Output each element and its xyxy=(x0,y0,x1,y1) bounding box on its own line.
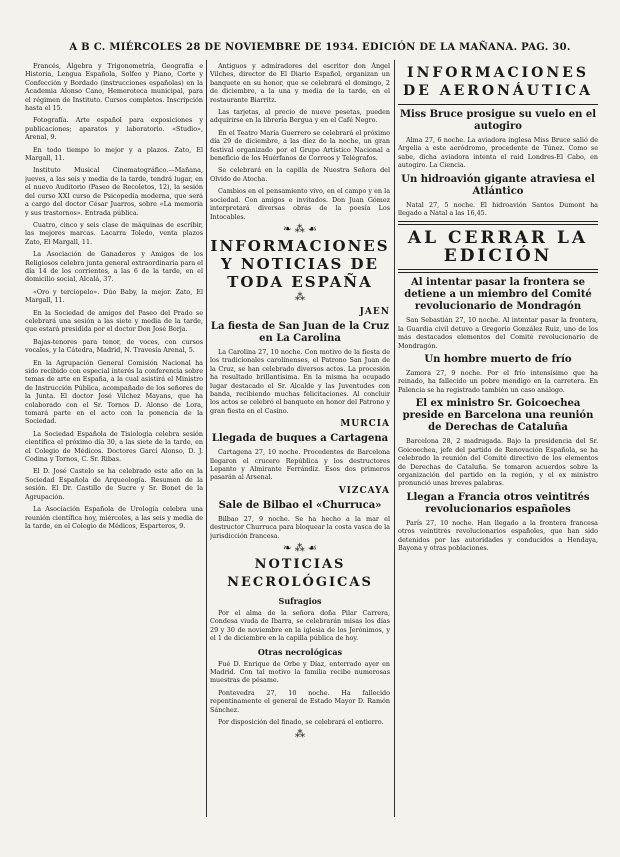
paragraph: Las tarjetas, al precio de nueve pesetas, pueden adquirirse en la librería Bergua y en el Café Negro. xyxy=(210,108,390,125)
paragraph: Bajas-tenores para tenor, de voces, con cursos vocales, y la Cátedra, Madrid, N. Travesía Arenal, 5. xyxy=(25,337,203,355)
paragraph: Cartagena 27, 10 noche. Procedentes de Barcelona llegaron el crucero República y los destructores Lepanto y Almirante Ferrándiz. Esos dos primeros pasarán al Arsenal. xyxy=(210,448,390,482)
paragraph: París 27, 10 noche. Han llegado a la frontera francesa otros veintitrés revolucionarios españoles, que han sido detenidos por las autoridades y conducidos a Hendaya, Bayona y otras poblaciones. xyxy=(398,518,598,552)
rule xyxy=(398,221,598,225)
paragraph: Cuatro, cinco y seis clase de máquinas de escribir, las mejores marcas. Lacarra Toledo, venta plazos Zato, El Margall, 11. xyxy=(25,220,203,246)
headline: Llegan a Francia otros veintitrés revolucionarios españoles xyxy=(406,491,590,515)
paragraph: «Oro y terciopelo». Dúo Baby, la mejor. Zato, El Margall, 11. xyxy=(25,287,203,305)
paragraph: Cambios en el pensamiento vivo, en el campo y en la sociedad. Con amigos e invitados. Don Juan Gómez interpretará diversas obras de la poesía Los Intocables. xyxy=(210,187,390,221)
paragraph: Antiguos y admiradores del escritor don Ángel Vilches, director de El Diario Español, organizan un banquete en su honor, que se celebrará el domingo, 2 de diciembre, a la una y media de la tarde, en el restaurante Biarritz. xyxy=(210,62,390,104)
column-1 xyxy=(25,62,203,817)
paragraph: El D. José Castelo se ha celebrado este año en la Sociedad Española de Arqueología. Resumen de la sesión. El Dr. Castillo de Sucre y Sr. Bonet de la Agrupación. xyxy=(25,467,203,501)
paragraph: En todo tiempo lo mejor y a plazos. Zato, El Margall, 11. xyxy=(25,145,203,163)
paragraph: En la Sociedad de amigos del Paseo del Prado se celebrará una sesión a las siete y media de la tarde, que estará presidida por el doctor Don José Borja. xyxy=(25,308,203,334)
paragraph: La Sociedad Española de Tisiología celebra sesión científica el próximo día 30, a las siete de la tarde, en el Colegio de Médicos. Doctores Garcí Alonso, D. J. Codina y Tornos, C. Sr. Ribas. xyxy=(25,429,203,464)
ornament: ❧ ⁂ ☙ xyxy=(283,223,317,235)
headline: Sufragios xyxy=(278,596,322,606)
page-header: A B C. MIÉRCOLES 28 DE NOVIEMBRE DE 1934. EDICIÓN DE LA MAÑANA. PAG. 30. xyxy=(69,42,571,53)
paragraph: La Carolina 27, 10 noche. Con motivo de la fiesta de los tradicionales carolinenses, el Patrono San Juan de la Cruz, se han celebrado diversos actos. La procesión ha resultado brillantísima. En la misma ha ocupado lugar destacado el Sr. Alcalde y las Juventudes con banda, recibiendo muchas felicitaciones. Al concluir los actos se celebró el banquete en honor del Patrono y gran fiesta en el Casino. xyxy=(210,347,390,415)
headline: Llegada de buques a Cartagena xyxy=(211,433,389,445)
paragraph: San Sebastián 27, 10 noche. Al intentar pasar la frontera, la Guardia civil detuvo a Gregorio González Ruiz, uno de los más destacados elementos del Comité revolucionario de Mondragón. xyxy=(398,316,598,350)
paragraph: La Asociación Española de Urología celebra una reunión científica hoy, miércoles, a las seis y media de la tarde, en el Colegio de Médicos, Esparteros, 9. xyxy=(25,505,203,530)
rule xyxy=(398,104,598,105)
paragraph: Pontevedra 27, 10 noche. Ha fallecido repentinamente el general de Estado Mayor D. Ramón Sánchez. xyxy=(210,688,390,714)
region-label: VIZCAYA xyxy=(338,485,390,496)
paragraph: Fotografía. Arte español para exposiciones y publicaciones; aparatos y laboratorio. «Studio», Arenal, 9. xyxy=(25,116,203,142)
headline: Un hombre muerto de frío xyxy=(424,354,572,366)
section-title: INFORMACIONES DE AERONÁUTICA xyxy=(403,65,593,99)
paragraph: Francés, Álgebra y Trigonometría, Geografía e Historia, Lengua Española, Solfeo y Piano, Corte y Confección y Bordado (instrucciones españolas) en la Academia Alonso Cano, Hemeroteca municipal, para el régimen de Instituto. Cursos completos. Inscripción hasta el 15. xyxy=(25,62,203,113)
region-label: MURCIA xyxy=(340,419,390,430)
paragraph: Por el alma de la señora doña Pilar Carrera, Condesa viuda de Ibarra, se celebrarán misas los días 29 y 30 de noviembre en la iglesia de los Jerónimos, y el 1 de diciembre en la capilla pública de hoy. xyxy=(210,609,390,643)
paragraph: En la Agrupación General Comisión Nacional ha sido recibido con especial interés la conferencia sobre temas de arte en España, a la cual asistirá el Ministro de Instrucción Pública, acompañado de los señores de la Junta. El doctor José Vilchez Mayans, que ha colaborado con el Sr. Tornos D. Alonso de Lora, tomará parte en el acto con la ponencia de la Sociedad. xyxy=(25,358,203,426)
column-2 xyxy=(210,62,390,817)
headline: Miss Bruce prosigue su vuelo en el autogiro xyxy=(399,109,597,132)
paragraph: En el Teatro María Guerrero se celebrará el próximo día 29 de diciembre, a las diez de la noche, un gran festival organizado por el Grupo Artístico Nacional a beneficio de los Huérfanos de Correos y Telégrafos. xyxy=(210,128,390,163)
headline: La fiesta de San Juan de la Cruz en La Carolina xyxy=(210,320,390,344)
headline: Sale de Bilbao el «Churruca» xyxy=(218,499,382,511)
paragraph: Bilbao 27, 9 noche. Se ha hecho a la mar el destructor Churruca para bloquear la costa vasca de la jurisdicción francesa. xyxy=(210,514,390,540)
paragraph: Alma 27, 6 noche. La aviadora inglesa Miss Bruce salió de Argelia a este aeródromo, procedente de Túnez. Como se sabe, dicha aviadora intenta el raid Londres-El Cabo, en autogiro. La Ciencia. xyxy=(398,136,598,170)
column-3 xyxy=(398,62,598,817)
ornament: ⁂ xyxy=(295,729,305,741)
region-label: JAEN xyxy=(359,306,390,317)
paragraph: Barcelona 28, 2 madrugada. Bajo la presidencia del Sr. Goicoechea, jefe del partido de Renovación Española, se ha celebrado la reunión del Comité directivo de los elementos de Derechas de Cataluña. Se tomaron acuerdos sobre la organización del partido en la región, y el ex ministro pronunció unas breves palabras. xyxy=(398,437,598,488)
rule xyxy=(398,269,598,273)
headline: El ex ministro Sr. Goicoechea preside en Barcelona una reunión de Derechas de Cataluña xyxy=(402,398,594,434)
paragraph: Fué D. Enrique de Orbe y Díaz, enterrado ayer en Madrid. Con tal motivo la familia recibe numerosas muestras de pésame. xyxy=(210,659,390,685)
paragraph: Natal 27, 5 noche. El hidroavión Santos Dumont ha llegado a Natal a las 16,45. xyxy=(398,200,598,218)
column-divider xyxy=(206,60,207,817)
column-divider xyxy=(394,60,395,817)
paragraph: Zamora 27, 9 noche. Por el frío intensísimo que ha reinado, ha fallecido un pobre mendigo en la carretera. En Palencia se ha registrado también un caso análogo. xyxy=(398,369,598,394)
section-title: INFORMACIONES Y NOTICIAS DE TODA ESPAÑA xyxy=(210,236,390,291)
section-title: NOTICIAS NECROLÓGICAS xyxy=(227,557,373,590)
paragraph: La Asociación de Ganaderos y Amigos de los Religiosos celebra junta general extraordinaria para el día 14 de los corrientes, a las 6 de la tarde, en el domicilio social, Alcalá, 37. xyxy=(25,250,203,284)
headline: Al intentar pasar la frontera se detiene a un miembro del Comité revolucionario de Mondragón xyxy=(404,277,592,313)
paragraph: Instituto Musical Cinematográfico.—Mañana, jueves, a las seis y media de la tarde, tendrá lugar, en el nuevo Auditorio (Paseo de Recoletos, 12), la sesión del curso XXI curso de Psicopedia moderna, que será a cargo del doctor César Juarros, sobre «La memoria y sus trastornos». Entrada pública. xyxy=(25,166,203,217)
ornament: ⁂ xyxy=(295,291,305,303)
section-title: AL CERRAR LA EDICIÓN xyxy=(407,228,589,267)
paragraph: Por disposición del finado, se celebrará el entierro. xyxy=(218,718,384,727)
ornament: ❧ ⁂ ☙ xyxy=(283,543,317,554)
headline: Un hidroavión gigante atraviesa el Atlántico xyxy=(401,173,595,197)
headline: Otras necrológicas xyxy=(257,646,343,657)
paragraph: Se celebrará en la capilla de Nuestra Señora del Olvido de Atocha. xyxy=(210,166,390,183)
